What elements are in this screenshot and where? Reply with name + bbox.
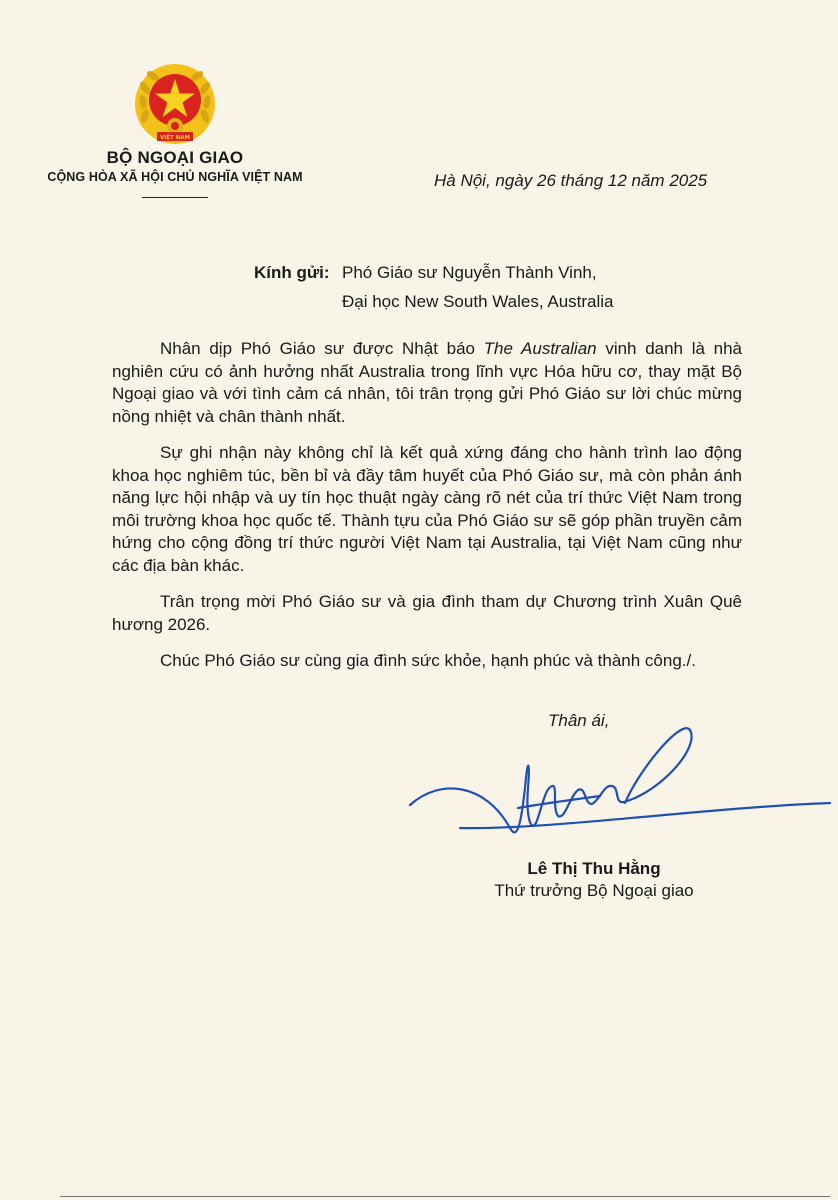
bottom-edge-line bbox=[60, 1196, 830, 1197]
recipient-institution: Đại học New South Wales, Australia bbox=[342, 292, 614, 311]
body-paragraph-4: Chúc Phó Giáo sư cùng gia đình sức khỏe, hạnh phúc và thành công./. bbox=[160, 651, 696, 670]
recipient-label: Kính gửi: bbox=[254, 263, 330, 282]
recipient-name: Phó Giáo sư Nguyễn Thành Vinh, bbox=[342, 263, 597, 282]
emblem-ribbon-text: VIỆT NAM bbox=[159, 135, 191, 141]
ministry-header bbox=[40, 147, 310, 198]
body-paragraph-3: Trân trọng mời Phó Giáo sư và gia đình tham dự Chương trình Xuân Quê hương 2026. bbox=[112, 592, 742, 634]
ministry-name: BỘ NGOẠI GIAO bbox=[106, 148, 244, 167]
signer-block bbox=[474, 858, 714, 902]
recipient-block bbox=[254, 258, 614, 316]
signer-name: Lê Thị Thu Hằng bbox=[527, 859, 661, 878]
letter-body bbox=[112, 338, 742, 687]
handwritten-signature bbox=[400, 708, 838, 878]
signer-title: Thứ trưởng Bộ Ngoại giao bbox=[494, 881, 694, 900]
publication-name: The Australian bbox=[483, 339, 597, 358]
national-emblem-icon bbox=[133, 62, 217, 146]
body-paragraph-2: Sự ghi nhận này không chỉ là kết quả xứng đáng cho hành trình lao động khoa học nghiêm túc, bền bỉ và đầy tâm huyết của Phó Giáo sư, mà còn phản ánh năng lực hội nhập và uy tín học thuật ngày càng rõ nét của trí thức Việt Nam trong môi trường khoa học quốc tế. Thành tựu của Phó Giáo sư sẽ góp phần truyền cảm hứng cho cộng đồng trí thức người Việt Nam tại Australia, tại Việt Nam cũng như các địa bàn khác. bbox=[112, 443, 742, 575]
body-paragraph-1: Nhân dịp Phó Giáo sư được Nhật báo The Australian vinh danh là nhà nghiên cứu có ảnh hưởng nhất Australia trong lĩnh vực Hóa hữu cơ, thay mặt Bộ Ngoại giao và với tình cảm cá nhân, tôi trân trọng gửi Phó Giáo sư lời chúc mừng nồng nhiệt và chân thành nhất. bbox=[112, 339, 742, 426]
header-divider bbox=[142, 197, 208, 198]
country-name: CỘNG HÒA XÃ HỘI CHỦ NGHĨA VIỆT NAM bbox=[47, 170, 303, 184]
closing-salutation: Thân ái, bbox=[548, 711, 610, 730]
letter-date: Hà Nội, ngày 26 tháng 12 năm 2025 bbox=[434, 171, 708, 190]
